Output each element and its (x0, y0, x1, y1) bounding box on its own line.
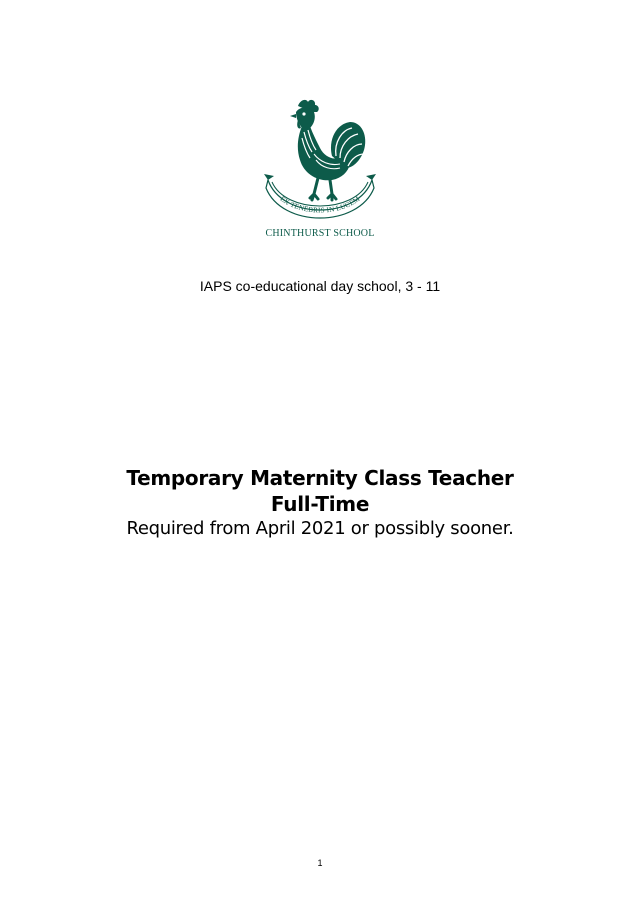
job-type: Full-Time (270, 492, 370, 516)
school-motto: EX TENEBRIS IN LUCEM (278, 194, 362, 215)
school-name: CHINTHURST SCHOOL (265, 228, 375, 239)
school-logo (262, 96, 378, 244)
job-title: Temporary Maternity Class Teacher (126, 466, 514, 490)
school-description: IAPS co-educational day school, 3 - 11 (199, 278, 441, 294)
start-date-text: Required from April 2021 or possibly sooner. (126, 518, 514, 539)
page-number: 1 (317, 858, 323, 868)
rooster-crest-icon (262, 96, 378, 228)
